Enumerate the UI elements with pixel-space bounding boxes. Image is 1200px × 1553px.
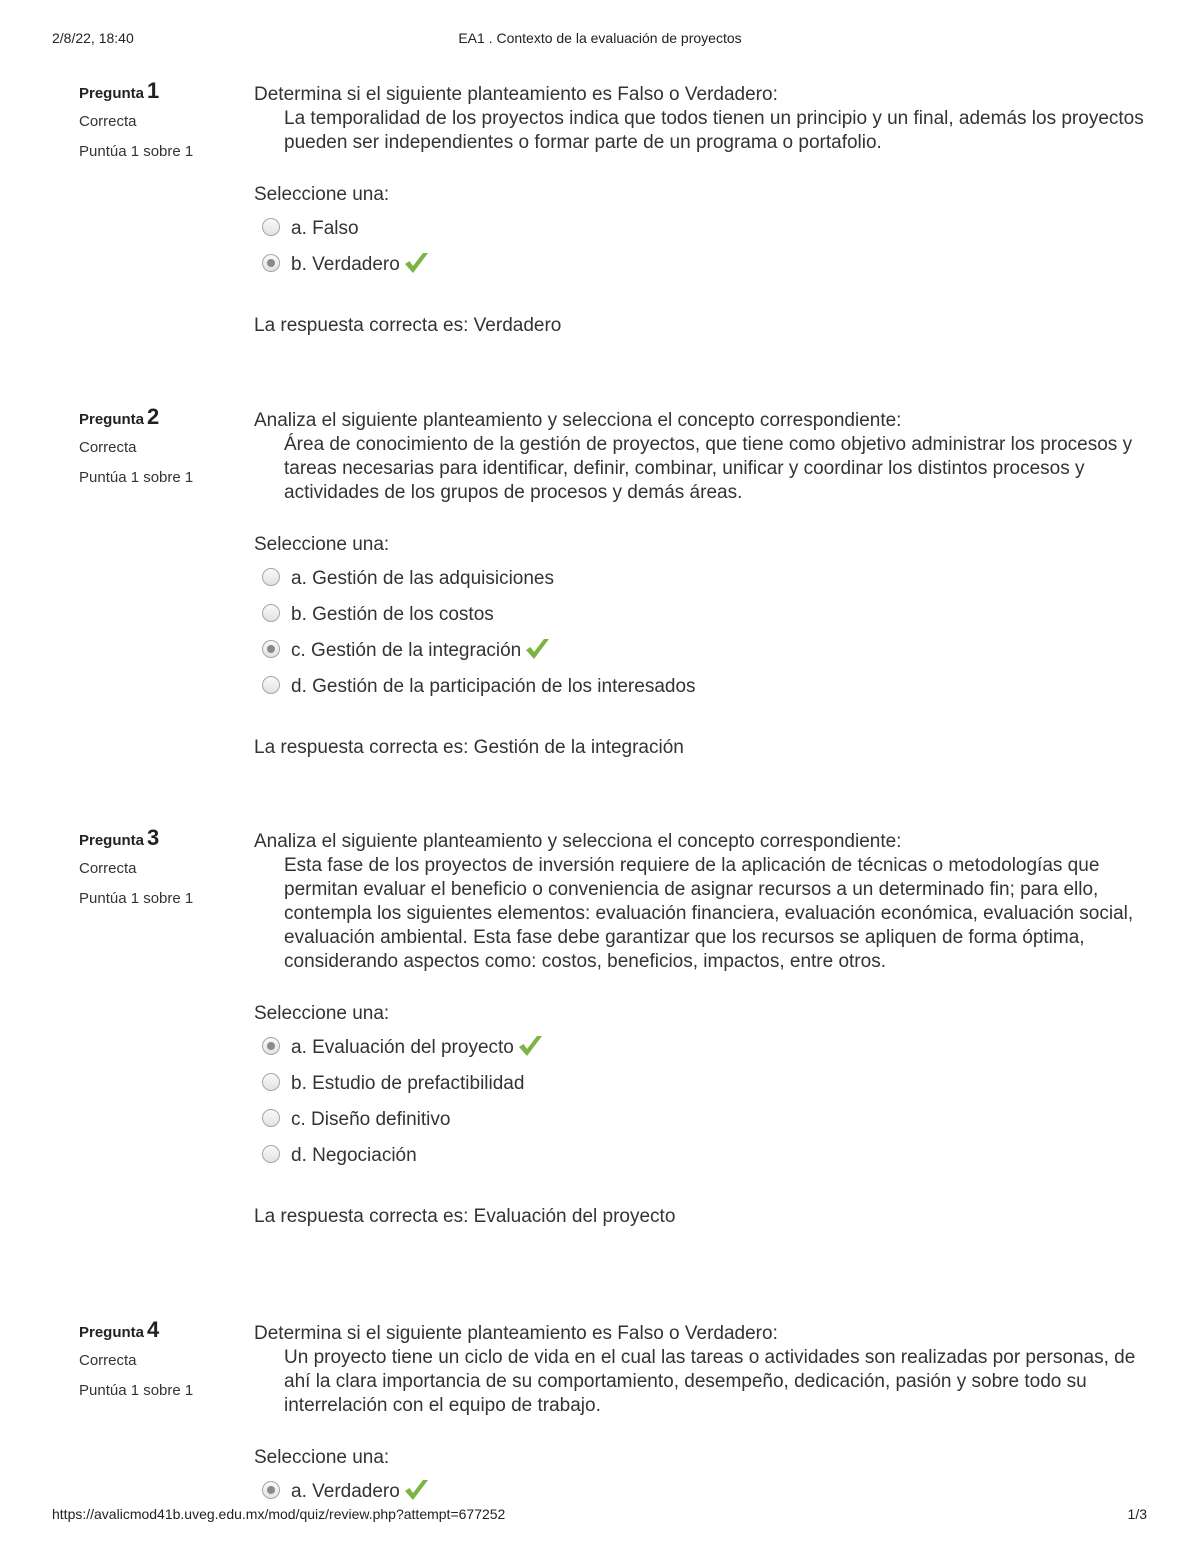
correct-answer-feedback: La respuesta correcta es: Evaluación del proyecto xyxy=(254,1206,676,1227)
answer-label: a. Evaluación del proyecto xyxy=(291,1037,514,1058)
answer-option[interactable] xyxy=(254,1474,1144,1510)
radio-button-checked[interactable] xyxy=(262,254,280,272)
question-grade: Puntúa 1 sobre 1 xyxy=(79,890,194,907)
answer-option[interactable] xyxy=(254,561,1144,597)
print-url: https://avalicmod41b.uveg.edu.mx/mod/quiz/review.php?attempt=677252 xyxy=(52,1506,506,1522)
radio-button-checked[interactable] xyxy=(262,1481,280,1499)
answer-label: b. Estudio de prefactibilidad xyxy=(291,1073,525,1094)
answer-label: c. Diseño definitivo xyxy=(291,1109,451,1130)
check-icon xyxy=(402,1476,430,1504)
question-title xyxy=(79,79,239,103)
answer-option[interactable] xyxy=(254,633,1144,669)
radio-button-checked[interactable] xyxy=(262,640,280,658)
question-state: Correcta xyxy=(79,1352,137,1369)
question-content xyxy=(254,830,1144,1229)
radio-button[interactable] xyxy=(262,218,280,236)
check-icon xyxy=(523,635,551,663)
question-label: Pregunta xyxy=(79,832,145,849)
question-statement: La temporalidad de los proyectos indica que todos tienen un principio y un final, además los proyectos pueden ser independientes o formar parte de un programa o portafolio. xyxy=(284,108,1144,153)
question-grade: Puntúa 1 sobre 1 xyxy=(79,1382,194,1399)
correct-answer-feedback: La respuesta correcta es: Gestión de la integración xyxy=(254,737,684,758)
answer-option[interactable] xyxy=(254,1030,1144,1066)
answer-label: a. Falso xyxy=(291,218,359,239)
answer-prompt: Seleccione una: xyxy=(254,1447,390,1468)
question-number: 3 xyxy=(147,825,160,850)
answer-option[interactable] xyxy=(254,1066,1144,1102)
question-info xyxy=(79,825,239,908)
question-number: 4 xyxy=(147,1317,160,1342)
radio-button[interactable] xyxy=(262,604,280,622)
radio-button[interactable] xyxy=(262,1145,280,1163)
answer-label: a. Verdadero xyxy=(291,1481,400,1502)
question-grade: Puntúa 1 sobre 1 xyxy=(79,143,194,160)
question-intro: Analiza el siguiente planteamiento y selecciona el concepto correspondiente: xyxy=(254,410,902,431)
question-info xyxy=(79,404,239,487)
radio-button[interactable] xyxy=(262,1073,280,1091)
radio-button[interactable] xyxy=(262,568,280,586)
check-icon xyxy=(516,1032,544,1060)
question-info xyxy=(79,78,239,161)
question-label: Pregunta xyxy=(79,1324,145,1341)
question-title xyxy=(79,826,239,850)
answer-label: a. Gestión de las adquisiciones xyxy=(291,568,554,589)
print-page-number: 1/3 xyxy=(1127,1506,1147,1522)
print-page-title: EA1 . Contexto de la evaluación de proyectos xyxy=(458,30,742,46)
answer-prompt: Seleccione una: xyxy=(254,184,390,205)
answer-option[interactable] xyxy=(254,247,1144,283)
answer-label: d. Negociación xyxy=(291,1145,417,1166)
answer-list xyxy=(254,1030,1144,1174)
question-info xyxy=(79,1317,239,1400)
answer-prompt: Seleccione una: xyxy=(254,534,390,555)
answer-option[interactable] xyxy=(254,1138,1144,1174)
question-label: Pregunta xyxy=(79,85,145,102)
question-title xyxy=(79,1318,239,1342)
answer-list xyxy=(254,561,1144,705)
answer-label: b. Gestión de los costos xyxy=(291,604,494,625)
question-statement: Esta fase de los proyectos de inversión requiere de la aplicación de técnicas o metodologías que permitan evaluar el beneficio o conveniencia de asignar recursos a un determinado fin; para ello, contempla los siguientes elementos: evaluación financiera, evaluación económica, evaluación social, evaluación ambiental. Esta fase debe garantizar que los recursos se apliquen de forma óptima, considerando aspectos como: costos, beneficios, impactos, entre otros. xyxy=(284,855,1134,972)
question-intro: Determina si el siguiente planteamiento es Falso o Verdadero: xyxy=(254,84,778,105)
question-title xyxy=(79,405,239,429)
check-icon xyxy=(402,249,430,277)
answer-prompt: Seleccione una: xyxy=(254,1003,390,1024)
answer-option[interactable] xyxy=(254,1102,1144,1138)
answer-label: c. Gestión de la integración xyxy=(291,640,522,661)
question-number: 2 xyxy=(147,404,160,429)
answer-list xyxy=(254,1474,1144,1510)
question-intro: Determina si el siguiente planteamiento es Falso o Verdadero: xyxy=(254,1323,778,1344)
question-state: Correcta xyxy=(79,439,137,456)
answer-list xyxy=(254,211,1144,283)
answer-option[interactable] xyxy=(254,211,1144,247)
question-content xyxy=(254,83,1144,338)
question-state: Correcta xyxy=(79,860,137,877)
answer-label: b. Verdadero xyxy=(291,254,400,275)
correct-answer-feedback: La respuesta correcta es: Verdadero xyxy=(254,315,562,336)
question-statement: Un proyecto tiene un ciclo de vida en el cual las tareas o actividades son realizadas por personas, de ahí la clara importancia de su comportamiento, desempeño, dedicación, pasión y sobre todo su interrelación con el equipo de trabajo. xyxy=(284,1347,1136,1416)
question-statement: Área de conocimiento de la gestión de proyectos, que tiene como objetivo administrar los procesos y tareas necesarias para identificar, definir, combinar, unificar y coordinar los distintos procesos y actividades de los grupos de procesos y demás áreas. xyxy=(284,434,1133,503)
radio-button-checked[interactable] xyxy=(262,1037,280,1055)
radio-button[interactable] xyxy=(262,676,280,694)
question-label: Pregunta xyxy=(79,411,145,428)
answer-label: d. Gestión de la participación de los interesados xyxy=(291,676,696,697)
question-content xyxy=(254,409,1144,760)
answer-option[interactable] xyxy=(254,597,1144,633)
radio-button[interactable] xyxy=(262,1109,280,1127)
answer-option[interactable] xyxy=(254,669,1144,705)
print-date: 2/8/22, 18:40 xyxy=(52,30,134,46)
question-intro: Analiza el siguiente planteamiento y selecciona el concepto correspondiente: xyxy=(254,831,902,852)
question-grade: Puntúa 1 sobre 1 xyxy=(79,469,194,486)
question-number: 1 xyxy=(147,78,160,103)
question-content xyxy=(254,1322,1144,1510)
question-state: Correcta xyxy=(79,113,137,130)
